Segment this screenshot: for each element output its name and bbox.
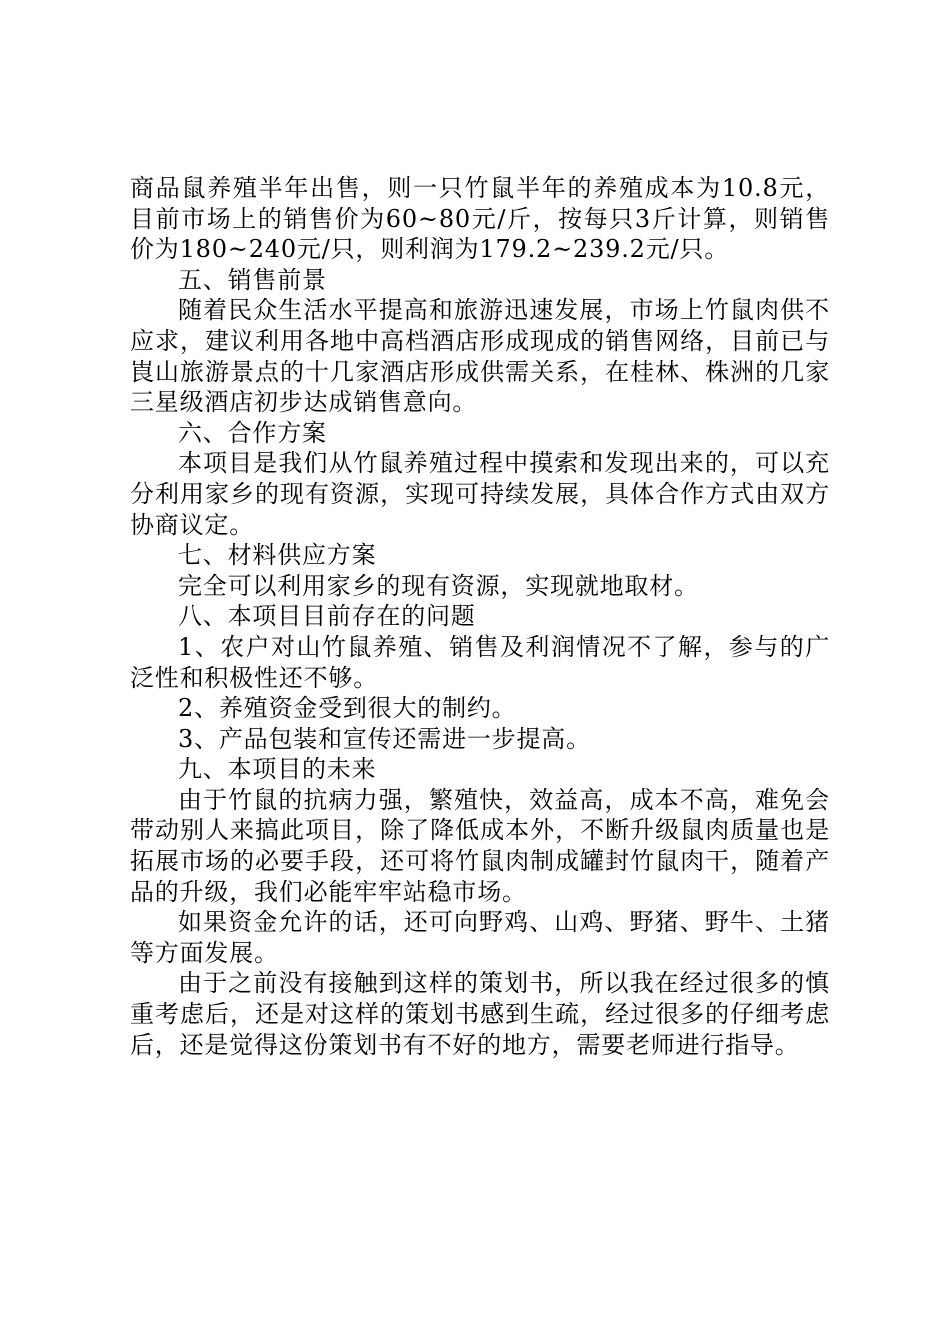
paragraph-closing: 由于之前没有接触到这样的策划书，所以我在经过很多的慎重考虑后，还是对这样的策划书感到生疏，经过很多的仔细考虑后，还是觉得这份策划书有不好的地方，需要老师进行指导。 — [130, 969, 830, 1059]
document-body — [130, 173, 830, 1060]
paragraph-sales-prospect: 随着民众生活水平提高和旅游迅速发展，市场上竹鼠肉供不应求，建议利用各地中高档酒店形成现成的销售网络，目前已与崀山旅游景点的十几家酒店形成供需关系，在桂林、株洲的几家三星级酒店初步达成销售意向。 — [130, 296, 830, 417]
paragraph-material-supply: 完全可以利用家乡的现有资源，实现就地取材。 — [178, 571, 699, 600]
heading-sales-prospect: 五、销售前景 — [178, 265, 327, 294]
paragraph-expansion: 如果资金允许的话，还可向野鸡、山鸡、野猪、野牛、土猪等方面发展。 — [130, 908, 830, 967]
paragraph-project-future: 由于竹鼠的抗病力强，繁殖快，效益高，成本不高，难免会带动别人来搞此项目，除了降低成本外，不断升级鼠肉质量也是拓展市场的必要手段，还可将竹鼠肉制成罐封竹鼠肉干，随着产品的升级，我们必能牢牢站稳市场。 — [130, 785, 830, 906]
paragraph-cost-profit: 商品鼠养殖半年出售，则一只竹鼠半年的养殖成本为10.8元，目前市场上的销售价为60~80元/斤，按每只3斤计算，则销售价为180~240元/只，则利润为179.2~239.2元/只。 — [130, 174, 830, 264]
paragraph-problem-1: 1、农户对山竹鼠养殖、销售及利润情况不了解，参与的广泛性和积极性还不够。 — [130, 632, 830, 692]
heading-project-future: 九、本项目的未来 — [178, 755, 377, 784]
heading-cooperation-plan: 六、合作方案 — [178, 418, 327, 447]
paragraph-problem-2: 2、养殖资金受到很大的制约。 — [178, 694, 517, 723]
paragraph-cooperation-plan: 本项目是我们从竹鼠养殖过程中摸索和发现出来的，可以充分利用家乡的现有资源，实现可持续发展，具体合作方式由双方协商议定。 — [130, 449, 830, 539]
heading-material-supply: 七、材料供应方案 — [178, 541, 377, 570]
paragraph-problem-3: 3、产品包装和宣传还需进一步提高。 — [178, 724, 591, 753]
heading-existing-problems: 八、本项目目前存在的问题 — [178, 602, 476, 631]
